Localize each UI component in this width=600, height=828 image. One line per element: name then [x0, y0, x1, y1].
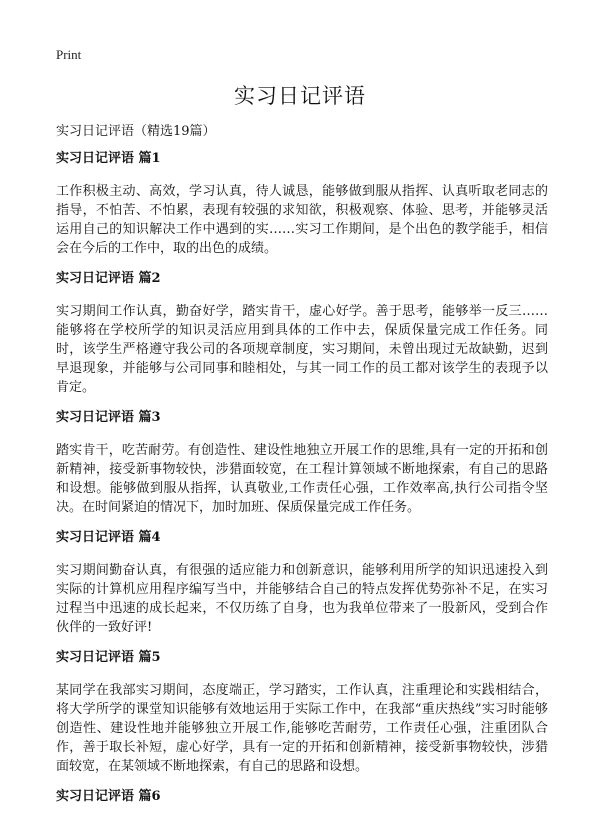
section-heading: 实习日记评语 篇5 — [56, 650, 161, 665]
section-body: 实习期间工作认真，勤奋好学，踏实肯干，虚心好学。善于思考，能够举一反三……能够将在学校所学的知识灵活应用到具体的工作中去，保质保量完成工作任务。同时，该学生严格遵守我公司的各项规章制度，实习期间，未曾出现过无故缺勤，迟到早退现象，并能够与公司同事和睦相处，与其一同工作的员工都对该学生的表现予以肯定。 — [56, 304, 548, 395]
section-heading: 实习日记评语 篇1 — [56, 151, 161, 166]
section-heading: 实习日记评语 篇4 — [56, 530, 161, 545]
document-title: 实习日记评语 — [234, 84, 366, 108]
print-link[interactable]: Print — [56, 47, 82, 62]
section-body: 实习期间勤奋认真，有很强的适应能力和创新意识，能够利用所学的知识迅速投入到实际的计算机应用程序编写当中，并能够结合自己的特点发挥优势弥补不足，在实习过程当中迅速的成长起来，不仅历练了自身，也为我单位带来了一股新风，受到合作伙伴的一致好评! — [56, 563, 548, 635]
section-heading: 实习日记评语 篇2 — [56, 271, 161, 286]
section-body: 踏实肯干，吃苦耐劳。有创造性、建设性地独立开展工作的思维,具有一定的开拓和创新精神，接受新事物较快，涉猎面较宽，在工程计算领域不断地探索，有自己的思路和设想。能够做到服从指挥，认真敬业,工作责任心强，工作效率高,执行公司指令坚决。在时间紧迫的情况下，加时加班、保质保量完成工作任务。 — [56, 443, 548, 515]
section-body: 某同学在我部实习期间，态度端正，学习踏实，工作认真，注重理论和实践相结合，将大学所学的课堂知识能够有效地运用于实际工作中，在我部“重庆热线”实习时能够创造性、建设性地并能够独立开展工作,能够吃苦耐劳，工作责任心强，注重团队合作，善于取长补短，虚心好学，具有一定的开拓和创新精神，接受新事物较快，涉猎面较宽，在某领域不断地探索，有自己的思路和设想。 — [56, 683, 548, 774]
document-content — [56, 150, 548, 820]
document-subtitle: 实习日记评语（精选19篇） — [56, 124, 216, 139]
section-heading: 实习日记评语 篇6 — [56, 789, 161, 804]
section-heading: 实习日记评语 篇3 — [56, 410, 161, 425]
section-body: 工作积极主动、高效，学习认真，待人诚恳，能够做到服从指挥、认真听取老同志的指导，不怕苦、不怕累，表现有较强的求知欲，积极观察、体验、思考，并能够灵活运用自己的知识解决工作中遇到的实……实习工作期间，是个出色的教学能手，相信会在今后的工作中，取的出色的成绩。 — [56, 184, 548, 256]
